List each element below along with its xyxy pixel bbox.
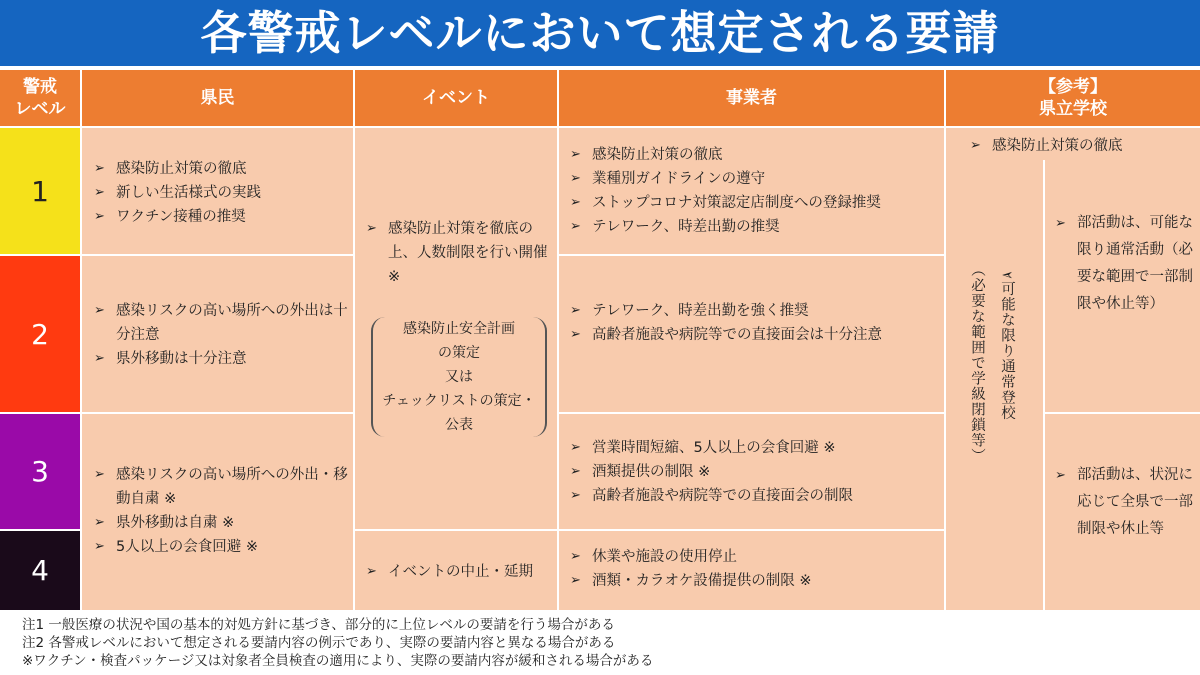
list-item [90, 463, 348, 511]
attendance-text: 可能な限り通常登校 [999, 281, 1015, 421]
list-item [90, 347, 348, 371]
divider [82, 254, 353, 256]
bullet-icon: ➢ [570, 147, 581, 162]
bullet-icon: ➢ [570, 303, 581, 318]
item-text: 新しい生活様式の実践 [116, 185, 261, 201]
level-2-cell [0, 256, 80, 412]
bullet-icon: ➢ [94, 303, 105, 318]
header-school-line1: 【参考】 [1039, 77, 1107, 97]
divider [559, 254, 944, 256]
bullet-icon: ➢ [94, 185, 105, 200]
list-item [90, 157, 348, 181]
kenmin-level-1-list [90, 157, 348, 229]
item-text: 部活動は、状況に応じて全県で一部制限や休止等 [1077, 467, 1193, 537]
header-kenmin [82, 70, 353, 126]
footnote: ※ワクチン・検査パッケージ又は対象者全員検査の適用により、実際の要請内容が緩和される場合がある [22, 653, 654, 669]
header-jigyosha [559, 70, 944, 126]
list-item [90, 299, 348, 347]
header-jigyosha-label: 事業者 [726, 88, 777, 108]
school-common-list [966, 134, 1196, 158]
school-attendance-note [966, 262, 988, 492]
bullet-icon: ➢ [94, 515, 105, 530]
level-2-label: 2 [31, 317, 49, 351]
item-text: 感染防止対策の徹底 [592, 147, 723, 163]
bullet-icon: ➢ [1055, 468, 1066, 483]
school-club-level-3-4-list [1051, 462, 1196, 543]
header-level-line1: 警戒 [23, 77, 57, 97]
jigyosha-level-2-list [566, 299, 940, 347]
item-text: 感染防止対策を徹底の上、人数制限を行い開催 ※ [388, 221, 548, 285]
item-text: テレワーク、時差出勤の推奨 [592, 219, 780, 235]
bullet-icon: ➢ [570, 440, 581, 455]
divider [559, 412, 944, 414]
level-4-label: 4 [31, 554, 49, 587]
list-item [90, 535, 348, 559]
plan-line: 又は [445, 369, 473, 385]
item-text: 営業時間短縮、5人以上の会食回避 ※ [592, 440, 836, 456]
footnote: 注1 一般医療の状況や国の基本的対処方針に基づき、部分的に上位レベルの要請を行う場合がある [22, 617, 615, 633]
item-text: 感染リスクの高い場所への外出は十分注意 [116, 303, 348, 343]
plan-line: チェックリストの策定・ [382, 393, 536, 409]
footnote: 注2 各警戒レベルにおいて想定される要請内容の例示であり、実際の要請内容と異なる場合がある [22, 635, 616, 651]
item-text: 県外移動は自粛 ※ [116, 515, 235, 531]
item-text: ワクチン接種の推奨 [116, 209, 246, 225]
list-item [362, 217, 552, 289]
item-text: 休業や施設の使用停止 [592, 549, 737, 565]
bullet-icon: ➢ [570, 464, 581, 479]
level-1-cell [0, 128, 80, 254]
item-text: 部活動は、可能な限り通常活動（必要な範囲で一部制限や休止等） [1077, 215, 1193, 312]
level-3-label: 3 [31, 455, 49, 488]
header-event [355, 70, 557, 126]
bullet-icon: ➢ [570, 573, 581, 588]
bullet-icon: ➢ [970, 138, 981, 153]
header-level [0, 70, 80, 126]
item-text: 酒類・カラオケ設備提供の制限 ※ [592, 573, 812, 589]
header-school [946, 70, 1200, 126]
plan-line: の策定 [438, 345, 480, 361]
item-text: 高齢者施設や病院等での直接面会の制限 [592, 488, 853, 504]
plan-line: 公表 [445, 417, 473, 433]
header-school-line2: 県立学校 [1039, 99, 1107, 119]
list-item [566, 460, 940, 484]
level-1-label: 1 [31, 174, 49, 208]
divider [1043, 160, 1045, 610]
bullet-icon: ➢ [570, 195, 581, 210]
bullet-icon: ➢ [1000, 266, 1014, 283]
divider [353, 128, 355, 610]
divider [557, 128, 559, 610]
bullet-icon: ➢ [366, 221, 377, 236]
header-level-line2: レベル [14, 99, 66, 119]
item-text: 感染防止対策の徹底 [116, 161, 247, 177]
list-item [90, 511, 348, 535]
kenmin-level-34-list [90, 463, 348, 559]
list-item [566, 191, 940, 215]
page-title: 各警戒レベルにおいて想定される要請 [200, 6, 1000, 60]
header-event-label: イベント [422, 88, 490, 108]
list-item [362, 560, 552, 584]
list-item [566, 545, 940, 569]
header-kenmin-label: 県民 [200, 88, 235, 108]
bullet-icon: ➢ [366, 564, 377, 579]
item-text: 感染リスクの高い場所への外出・移動自粛 ※ [116, 467, 348, 507]
list-item [566, 569, 940, 593]
bullet-icon: ➢ [94, 539, 105, 554]
divider [355, 529, 557, 531]
bullet-icon: ➢ [570, 171, 581, 186]
divider [944, 128, 946, 610]
bullet-icon: ➢ [94, 351, 105, 366]
plan-line: 感染防止安全計画 [403, 321, 515, 337]
bullet-icon: ➢ [94, 209, 105, 224]
jigyosha-level-1-list [566, 143, 940, 239]
list-item [90, 205, 348, 229]
item-text: 酒類提供の制限 ※ [592, 464, 711, 480]
item-text: 業種別ガイドラインの遵守 [592, 171, 766, 187]
list-item [566, 167, 940, 191]
school-attendance-main [996, 268, 1018, 498]
bullet-icon: ➢ [570, 219, 581, 234]
school-club-level-1-2-list [1051, 210, 1196, 318]
jigyosha-level-3-list [566, 436, 940, 508]
event-level-4-list [362, 560, 552, 584]
divider [559, 529, 944, 531]
list-item [1051, 462, 1196, 543]
list-item [566, 215, 940, 239]
level-4-cell [0, 531, 80, 610]
list-item [566, 299, 940, 323]
item-text: 県外移動は十分注意 [116, 351, 247, 367]
item-text: テレワーク、時差出勤を強く推奨 [592, 303, 809, 319]
item-text: 感染防止対策の徹底 [992, 138, 1123, 154]
footnotes [22, 616, 653, 670]
list-item [90, 181, 348, 205]
item-text: ストップコロナ対策認定店制度への登録推奨 [592, 195, 881, 211]
jigyosha-level-4-list [566, 545, 940, 593]
list-item [1051, 210, 1196, 318]
divider [82, 412, 353, 414]
attendance-note-text: （必要な範囲で学級閉鎖等） [969, 262, 985, 464]
item-text: イベントの中止・延期 [388, 564, 533, 580]
event-level-1-3-list [362, 217, 552, 289]
list-item [566, 484, 940, 508]
bullet-icon: ➢ [94, 467, 105, 482]
item-text: 5人以上の会食回避 ※ [116, 539, 258, 555]
level-3-cell [0, 414, 80, 529]
list-item [566, 323, 940, 347]
bullet-icon: ➢ [1055, 216, 1066, 231]
bullet-icon: ➢ [570, 327, 581, 342]
kenmin-level-2-list [90, 299, 348, 371]
bullet-icon: ➢ [94, 161, 105, 176]
item-text: 高齢者施設や病院等での直接面会は十分注意 [592, 327, 882, 343]
safety-plan-box [371, 317, 547, 437]
bullet-icon: ➢ [570, 549, 581, 564]
list-item [566, 436, 940, 460]
list-item [966, 134, 1196, 158]
divider [1045, 412, 1200, 414]
list-item [566, 143, 940, 167]
bullet-icon: ➢ [570, 488, 581, 503]
